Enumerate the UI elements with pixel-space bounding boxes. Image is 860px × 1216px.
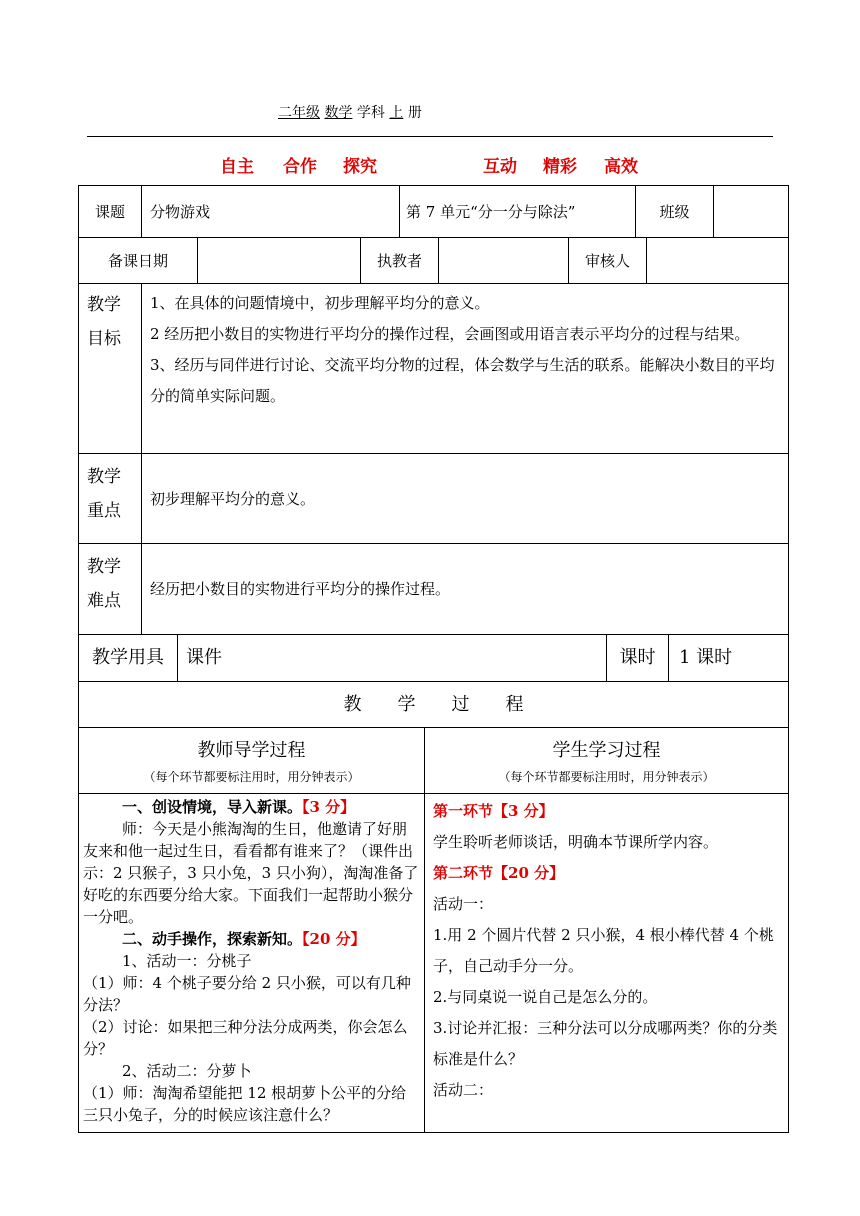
difficulty-value: 经历把小数目的实物进行平均分的操作过程。 (141, 543, 789, 635)
motto-word: 合作 (283, 157, 317, 177)
tools-label: 教学用具 (78, 634, 178, 682)
reviewer-value (646, 237, 789, 284)
volume-suffix: 册 (407, 105, 422, 121)
difficulty-label-line1: 教学 (87, 557, 121, 577)
goal-item: 2 经历把小数目的实物进行平均分的操作过程，会画图或用语言表示平均分的过程与结果。 (150, 325, 750, 343)
goals-label-line1: 教学 (87, 295, 121, 315)
activity-1-step-3: 3.讨论并汇报：三种分法可以分成哪两类？你的分类标准是什么？ (433, 1019, 778, 1068)
section-2-title: 二、动手操作，探索新知。 (122, 930, 303, 948)
grade: 二年级 (278, 105, 320, 121)
reviewer-label: 审核人 (568, 237, 647, 284)
phase-2-title: 第二环节【20 分】 (433, 864, 565, 882)
motto (0, 152, 860, 176)
key-point-label-line2: 重点 (87, 501, 121, 521)
teacher-process (78, 793, 425, 1133)
activity-2-label: 活动二： (433, 1081, 494, 1099)
phase-1-text: 学生聆听老师谈话，明确本节课所学内容。 (433, 833, 719, 851)
class-label: 班级 (635, 185, 714, 238)
activity-2-title: 2、活动二：分萝卜 (122, 1062, 252, 1080)
key-point-value: 初步理解平均分的意义。 (141, 453, 789, 544)
section-1-time: 【3 分】 (302, 798, 356, 816)
student-process (424, 793, 789, 1133)
teacher-label: 执教者 (360, 237, 439, 284)
activity-1-question-2: （2）讨论：如果把三种分法分成两类，你会怎么分？ (83, 1018, 408, 1058)
key-point-label (78, 453, 142, 544)
motto-word: 自主 (220, 157, 254, 177)
difficulty-label (78, 543, 142, 635)
section-1-text: 师：今天是小熊淘淘的生日，他邀请了好朋友来和他一起过生日，看看都有谁来了？（课件出示：2 只猴子，3 只小兔，3 只小狗），淘淘准备了好吃的东西要分给大家。下面我们一起帮助小猴分一分吧。 (83, 820, 419, 926)
goals-content (141, 283, 789, 454)
activity-1-question-1: （1）师：4 个桃子要分给 2 只小猴，可以有几种分法？ (83, 974, 411, 1014)
teacher-column-title: 教师导学过程 (197, 740, 306, 761)
topic-value: 分物游戏 (141, 185, 400, 238)
student-column-note: （每个环节都要标注用时，用分钟表示） (498, 770, 715, 784)
activity-1-step-1: 1.用 2 个圆片代替 2 只小猴，4 根小棒代替 4 个桃子，自己动手分一分。 (433, 926, 774, 975)
volume: 上 (389, 105, 404, 121)
student-column-header (424, 727, 789, 794)
class-value (713, 185, 789, 238)
motto-word: 精彩 (543, 157, 577, 177)
motto-word: 互动 (483, 157, 517, 177)
activity-1-title: 1、活动一：分桃子 (122, 952, 252, 970)
goal-item: 3、经历与同伴进行讨论、交流平均分物的过程，体会数学与生活的联系。能解决小数目的平均分的简单实际问题。 (150, 356, 775, 405)
activity-1-step-2: 2.与同桌说一说自己是怎么分的。 (433, 988, 658, 1006)
goals-label (78, 283, 142, 454)
teacher-value (438, 237, 569, 284)
motto-word: 探究 (343, 157, 377, 177)
subject-suffix: 学科 (356, 105, 385, 121)
tools-value: 课件 (177, 634, 607, 682)
activity-2-question-1: （1）师：淘淘希望能把 12 根胡萝卜公平的分给三只小兔子，分的时候应该注意什么？ (83, 1084, 407, 1124)
student-column-title: 学生学习过程 (552, 740, 661, 761)
goal-item: 1、在具体的问题情境中，初步理解平均分的意义。 (150, 294, 490, 312)
motto-word: 高效 (604, 157, 638, 177)
unit-value: 第 7 单元“分一分与除法” (399, 185, 636, 238)
goals-label-line2: 目标 (87, 329, 121, 349)
hours-label: 课时 (606, 634, 669, 682)
difficulty-label-line2: 难点 (87, 591, 121, 611)
process-title: 教 学 过 程 (78, 681, 789, 728)
subject: 数学 (324, 105, 353, 121)
hours-value: 1 课时 (668, 634, 789, 682)
teacher-column-note: （每个环节都要标注用时，用分钟表示） (143, 770, 360, 784)
key-point-label-line1: 教学 (87, 467, 121, 487)
teacher-column-header (78, 727, 425, 794)
prep-date-value (197, 237, 361, 284)
topic-label: 课题 (78, 185, 142, 238)
activity-1-label: 活动一： (433, 895, 494, 913)
section-1-title: 一、创设情境，导入新课。 (122, 798, 303, 816)
phase-1-title: 第一环节【3 分】 (433, 802, 554, 820)
section-2-time: 【20 分】 (302, 930, 366, 948)
prep-date-label: 备课日期 (78, 237, 198, 284)
header-divider (87, 136, 773, 137)
document-header (278, 102, 422, 122)
